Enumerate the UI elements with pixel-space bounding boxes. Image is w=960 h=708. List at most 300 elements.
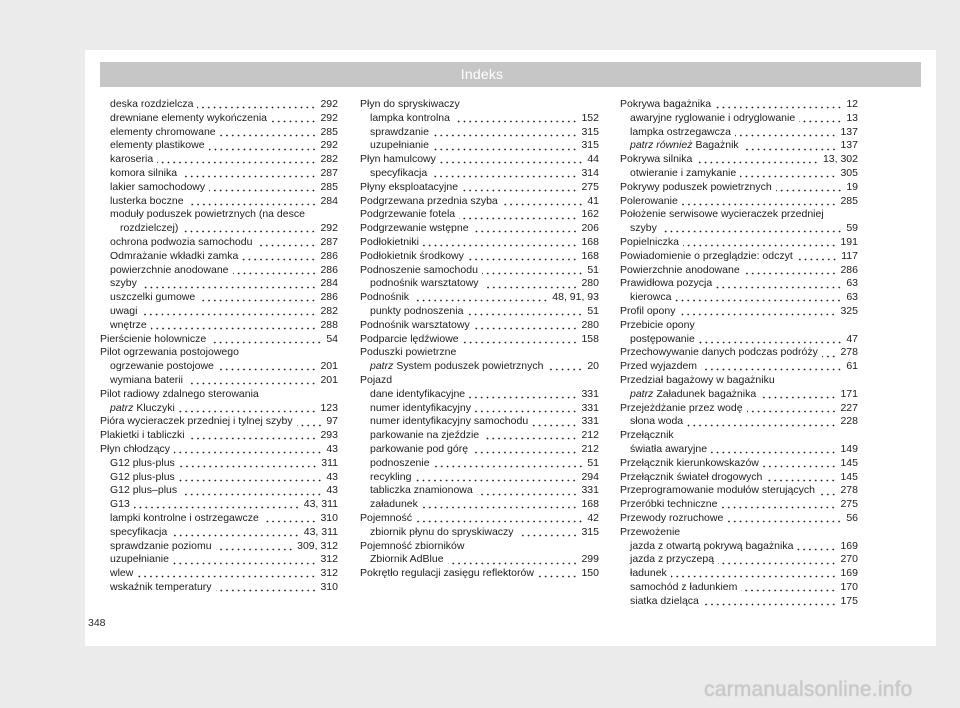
entry-term: lampki kontrolne i ostrzegawcze [110, 511, 259, 524]
entry-term: G12 plus–plus [110, 484, 178, 497]
index-subentry [360, 126, 599, 140]
entry-term: podnośnik warsztatowy [370, 277, 479, 290]
page-title: Indeks [460, 66, 504, 82]
entry-page-number: 280 [581, 277, 599, 290]
index-column-2 [360, 98, 599, 581]
index-entry [620, 471, 858, 485]
entry-term: komora silnika [110, 166, 178, 179]
leader-dots [727, 512, 842, 526]
entry-term: Pojazd [360, 373, 393, 386]
entry-page-number: 97 [326, 415, 338, 428]
leader-dots [696, 153, 819, 167]
entry-page-number: 288 [320, 318, 338, 331]
index-subentry [100, 484, 338, 498]
entry-page-number: 286 [840, 263, 858, 276]
index-subentry [620, 112, 858, 126]
entry-page-number: 44 [587, 153, 599, 166]
index-entry [360, 208, 599, 222]
entry-term: Pojemność [360, 511, 412, 524]
index-subentry [100, 195, 338, 209]
entry-term: Przełącznik [620, 429, 674, 442]
index-subentry [100, 567, 338, 581]
index-subentry [100, 512, 338, 526]
entry-term: numer identyfikacyjny [370, 401, 471, 414]
entry-page-number: 292 [320, 222, 338, 235]
leader-dots [483, 429, 577, 443]
entry-term: Płyny eksploatacyjne [360, 180, 459, 193]
leader-dots [209, 139, 317, 153]
leader-dots [157, 153, 316, 167]
entry-term: samochód z ładunkiem [630, 580, 738, 593]
entry-term: Profil opony [620, 304, 676, 317]
index-entry [620, 374, 858, 388]
entry-page-number: 42 [587, 511, 599, 524]
leader-dots [741, 581, 836, 595]
leader-dots [463, 333, 578, 347]
entry-term: uszczelki gumowe [110, 291, 196, 304]
leader-dots [703, 595, 837, 609]
index-entry [100, 429, 338, 443]
entry-term: Powierzchnie anodowane [620, 263, 740, 276]
leader-dots [744, 264, 837, 278]
entry-term: jazda z przyczepą [630, 553, 715, 566]
entry-term: Przewody rozruchowe [620, 511, 724, 524]
index-subentry [360, 471, 599, 485]
entry-term: tabliczka znamionowa [370, 484, 473, 497]
entry-term: Pokrywa silnika [620, 153, 693, 166]
entry-page-number: 275 [840, 498, 858, 511]
entry-page-number: 331 [581, 387, 599, 400]
entry-page-number: 287 [320, 166, 338, 179]
entry-page-number: 19 [846, 180, 858, 193]
see-reference-label: patrz [370, 360, 394, 373]
entry-term: Bagażnik [695, 139, 739, 152]
entry-term: G12 plus-plus [110, 456, 175, 469]
entry-page-number: 145 [840, 470, 858, 483]
entry-term: Pokrywy poduszek powietrznych [620, 180, 772, 193]
leader-dots [482, 264, 583, 278]
entry-term: Położenie serwisowe wycieraczek przedniej [620, 208, 824, 221]
index-entry [620, 319, 858, 333]
index-subentry [100, 471, 338, 485]
entry-page-number: 280 [581, 318, 599, 331]
entry-page-number: 13, 302 [822, 153, 858, 166]
index-subentry [620, 540, 858, 554]
index-entry [620, 402, 858, 416]
leader-dots [474, 319, 578, 333]
index-entry [360, 346, 599, 360]
entry-term: specyfikacja [110, 525, 168, 538]
index-entry [620, 181, 858, 195]
entry-term: światła awaryjne [630, 442, 708, 455]
index-entry [100, 333, 338, 347]
leader-dots [735, 126, 837, 140]
entry-page-number: 286 [320, 249, 338, 262]
index-subentry [620, 553, 858, 567]
entry-term: G13 [110, 498, 130, 511]
entry-page-number: 284 [320, 194, 338, 207]
leader-dots [682, 195, 837, 209]
index-entry [360, 222, 599, 236]
index-column-1 [100, 98, 338, 595]
entry-term: postępowanie [630, 332, 695, 345]
entry-page-number: 287 [320, 235, 338, 248]
leader-dots [433, 139, 578, 153]
leader-dots [671, 567, 837, 581]
entry-term: uzupełnianie [110, 553, 169, 566]
leader-dots [182, 222, 316, 236]
entry-term: Płyn chłodzący [100, 442, 171, 455]
leader-dots [701, 360, 842, 374]
index-subentry [620, 415, 858, 429]
leader-dots [431, 167, 577, 181]
entry-page-number: 51 [587, 304, 599, 317]
entry-term: G12 plus-plus [110, 470, 175, 483]
entry-term: Przełącznik kierunkowskazów [620, 456, 759, 469]
index-entry [620, 484, 858, 498]
entry-term: uzupełnianie [370, 139, 429, 152]
index-entry [360, 333, 599, 347]
entry-term: Pokrywa bagażnika [620, 98, 712, 110]
entry-page-number: 278 [840, 484, 858, 497]
see-reference-label: patrz [630, 387, 654, 400]
entry-term: Powiadomienie o przeglądzie: odczyt [620, 249, 793, 262]
entry-term: Pióra wycieraczek przedniej i tylnej szyby [100, 415, 293, 428]
entry-term: Podgrzewana przednia szyba [360, 194, 498, 207]
leader-dots [413, 291, 548, 305]
leader-dots [822, 346, 837, 360]
entry-term: parkowanie pod górę [370, 442, 469, 455]
index-entry [360, 540, 599, 554]
index-entry [620, 305, 858, 319]
entry-term: ochrona podwozia samochodu [110, 235, 253, 248]
leader-dots [187, 374, 317, 388]
leader-dots [743, 139, 837, 153]
index-subentry [360, 402, 599, 416]
entry-term: podnoszenie [370, 456, 430, 469]
entry-page-number: 314 [581, 166, 599, 179]
leader-dots [179, 402, 317, 416]
entry-term: uwagi [110, 304, 138, 317]
entry-term: lusterka boczne [110, 194, 184, 207]
index-subentry [620, 291, 858, 305]
index-subentry [100, 374, 338, 388]
index-entry [620, 264, 858, 278]
leader-dots [216, 581, 317, 595]
leader-dots [151, 319, 317, 333]
index-entry [360, 567, 599, 581]
entry-term: wymiana baterii [110, 373, 183, 386]
entry-term: Załadunek bagażnika [656, 387, 757, 400]
see-reference-label: patrz również [630, 139, 693, 152]
entry-page-number: 285 [320, 125, 338, 138]
entry-page-number: 191 [840, 235, 858, 248]
index-subentry [100, 181, 338, 195]
entry-term: Płyn do spryskiwaczy [360, 98, 460, 110]
entry-page-number: 331 [581, 401, 599, 414]
index-entry [360, 374, 599, 388]
leader-dots [422, 498, 578, 512]
leader-dots [715, 98, 842, 112]
leader-dots [462, 181, 577, 195]
leader-dots [233, 264, 317, 278]
entry-page-number: 137 [840, 139, 858, 152]
entry-page-number: 275 [581, 180, 599, 193]
leader-dots [179, 457, 317, 471]
index-subentry [100, 526, 338, 540]
leader-dots [416, 512, 583, 526]
entry-term: Przedział bagażowy w bagażniku [620, 373, 775, 386]
index-subentry [360, 277, 599, 291]
leader-dots [687, 415, 836, 429]
leader-dots [199, 291, 316, 305]
entry-term: deska rozdzielcza [110, 98, 194, 110]
index-subentry [100, 139, 338, 153]
leader-dots [189, 429, 317, 443]
entry-page-number: 41 [587, 194, 599, 207]
entry-page-number: 168 [581, 235, 599, 248]
entry-page-number: 310 [320, 511, 338, 524]
entry-term: wnętrze [110, 318, 147, 331]
leader-dots [137, 567, 316, 581]
entry-page-number: 315 [581, 139, 599, 152]
entry-page-number: 63 [846, 277, 858, 290]
leader-dots [675, 291, 842, 305]
entry-term: otwieranie i zamykanie [630, 166, 737, 179]
entry-term: recykling [370, 470, 412, 483]
see-reference-label: patrz [110, 401, 134, 414]
entry-page-number: 212 [581, 442, 599, 455]
entry-term: szyby [110, 277, 137, 290]
entry-page-number: 282 [320, 153, 338, 166]
entry-term: Prawidłowa pozycja [620, 277, 713, 290]
entry-page-number: 61 [846, 360, 858, 373]
leader-dots [538, 567, 578, 581]
entry-term: drewniane elementy wykończenia [110, 111, 268, 124]
index-entry [360, 512, 599, 526]
index-entry [620, 512, 858, 526]
leader-dots [699, 333, 843, 347]
entry-page-number: 158 [581, 332, 599, 345]
entry-page-number: 63 [846, 291, 858, 304]
leader-dots [502, 195, 584, 209]
entry-term: Podłokietnik środkowy [360, 249, 464, 262]
index-subentry [100, 581, 338, 595]
index-subentry [360, 484, 599, 498]
index-subentry [620, 595, 858, 609]
entry-term: Zbiornik AdBlue [370, 553, 444, 566]
entry-term: elementy plastikowe [110, 139, 205, 152]
entry-page-number: 312 [320, 567, 338, 580]
leader-dots [468, 250, 578, 264]
entry-page-number: 201 [320, 360, 338, 373]
entry-term: parkowanie na zjeździe [370, 429, 480, 442]
index-entry [360, 264, 599, 278]
index-entry [620, 526, 858, 540]
entry-term: ogrzewanie postojowe [110, 360, 214, 373]
leader-dots [171, 526, 300, 540]
leader-dots [271, 112, 316, 126]
entry-term: awaryjne ryglowanie i odryglowanie [630, 111, 796, 124]
entry-term: wlew [110, 567, 134, 580]
leader-dots [179, 471, 323, 485]
entry-page-number: 169 [840, 567, 858, 580]
leader-dots [218, 360, 317, 374]
entry-page-number: 162 [581, 208, 599, 221]
leader-dots [459, 208, 577, 222]
index-entry [620, 457, 858, 471]
entry-term: Poduszki powietrzne [360, 346, 457, 359]
entry-page-number: 286 [320, 263, 338, 276]
index-subentry [620, 126, 858, 140]
entry-term: siatka dzieląca [630, 594, 699, 607]
index-subentry [620, 443, 858, 457]
entry-page-number: 294 [581, 470, 599, 483]
entry-page-number: 284 [320, 277, 338, 290]
leader-dots [440, 153, 583, 167]
leader-dots [209, 181, 316, 195]
index-entry [360, 291, 599, 305]
entry-term: wskaźnik temperatury [110, 580, 212, 593]
leader-dots [174, 443, 322, 457]
entry-term: sprawdzanie [370, 125, 429, 138]
leader-dots [819, 484, 837, 498]
entry-page-number: 20 [587, 360, 599, 373]
entry-term: elementy chromowane [110, 125, 216, 138]
index-subentry [360, 553, 599, 567]
leader-dots [747, 402, 837, 416]
leader-dots [799, 112, 842, 126]
entry-page-number: 299 [581, 553, 599, 566]
index-subentry [620, 167, 858, 181]
entry-page-number: 228 [840, 415, 858, 428]
entry-page-number: 171 [840, 387, 858, 400]
entry-term: zbiornik płynu do spryskiwaczy [370, 525, 514, 538]
leader-dots [415, 471, 577, 485]
entry-page-number: 123 [320, 401, 338, 414]
entry-page-number: 149 [840, 442, 858, 455]
entry-page-number: 56 [846, 511, 858, 524]
entry-term: lampka kontrolna [370, 111, 450, 124]
leader-dots [797, 250, 837, 264]
index-subentry [100, 153, 338, 167]
entry-page-number: 310 [320, 580, 338, 593]
entry-term: Przeprogramowanie modułów sterujących [620, 484, 815, 497]
entry-page-number: 43, 311 [303, 525, 338, 538]
leader-dots [134, 498, 300, 512]
entry-page-number: 201 [320, 373, 338, 386]
index-entry [360, 153, 599, 167]
index-subentry [100, 98, 338, 112]
leader-dots [216, 540, 294, 554]
entry-term: Pilot ogrzewania postojowego [100, 346, 239, 359]
entry-page-number: 227 [840, 401, 858, 414]
entry-page-number: 152 [581, 111, 599, 124]
entry-term: Plakietki i tabliczki [100, 429, 185, 442]
entry-term: Płyn hamulcowy [360, 153, 436, 166]
entry-term: punkty podnoszenia [370, 304, 464, 317]
entry-page-number: 51 [587, 263, 599, 276]
leader-dots [263, 512, 317, 526]
leader-dots [173, 553, 317, 567]
header-bar [100, 62, 921, 87]
index-subentry [100, 167, 338, 181]
index-entry [620, 195, 858, 209]
entry-page-number: 278 [840, 346, 858, 359]
index-subentry [100, 457, 338, 471]
entry-page-number: 145 [840, 456, 858, 469]
index-subentry [620, 581, 858, 595]
entry-page-number: 325 [840, 304, 858, 317]
index-subentry [100, 553, 338, 567]
leader-dots [448, 553, 578, 567]
index-subentry [360, 112, 599, 126]
index-entry [360, 319, 599, 333]
index-entry [620, 208, 858, 222]
entry-page-number: 12 [846, 98, 858, 110]
index-entry [360, 195, 599, 209]
leader-dots [718, 553, 836, 567]
index-subentry [360, 498, 599, 512]
entry-term: kierowca [630, 291, 672, 304]
leader-dots [469, 388, 577, 402]
leader-dots [433, 126, 578, 140]
entry-page-number: 292 [320, 139, 338, 152]
index-subentry [100, 360, 338, 374]
entry-term: Przechowywanie danych podczas podróży [620, 346, 818, 359]
entry-term: Przeróbki techniczne [620, 498, 718, 511]
leader-dots [483, 277, 578, 291]
index-subentry [100, 250, 338, 264]
entry-page-number: 48, 91, 93 [552, 291, 599, 304]
entry-term: Pilot radiowy zdalnego sterowania [100, 387, 259, 400]
entry-page-number: 270 [840, 553, 858, 566]
entry-term: dane identyfikacyjne [370, 387, 466, 400]
entry-page-number: 168 [581, 498, 599, 511]
entry-term: numer identyfikacyjny samochodu [370, 415, 529, 428]
entry-term: Podnośnik [360, 291, 410, 304]
entry-term: szyby [630, 222, 657, 235]
index-column-3 [620, 98, 858, 608]
index-entry [360, 236, 599, 250]
leader-dots [242, 250, 316, 264]
index-entry [620, 429, 858, 443]
entry-page-number: 315 [581, 525, 599, 538]
leader-dots [776, 181, 843, 195]
entry-page-number: 285 [320, 180, 338, 193]
index-subentry [360, 305, 599, 319]
entry-term: załadunek [370, 498, 418, 511]
leader-dots [472, 443, 577, 457]
index-entry [620, 277, 858, 291]
entry-term: lakier samochodowy [110, 180, 206, 193]
entry-page-number: 311 [321, 456, 338, 469]
entry-term: Popielniczka [620, 235, 679, 248]
entry-term: Podłokietniki [360, 235, 419, 248]
leader-dots [473, 222, 578, 236]
index-subentry [620, 333, 858, 347]
index-entry-continuation [620, 222, 858, 236]
entry-page-number: 54 [326, 332, 338, 345]
entry-term: Przejeżdżanie przez wodę [620, 401, 743, 414]
entry-term: Polerowanie [620, 194, 678, 207]
leader-dots [532, 415, 577, 429]
entry-term: Pierścienie holownicze [100, 332, 207, 345]
leader-dots [766, 471, 836, 485]
leader-dots [141, 305, 316, 319]
entry-page-number: 206 [581, 222, 599, 235]
entry-term: Przełącznik świateł drogowych [620, 470, 763, 483]
